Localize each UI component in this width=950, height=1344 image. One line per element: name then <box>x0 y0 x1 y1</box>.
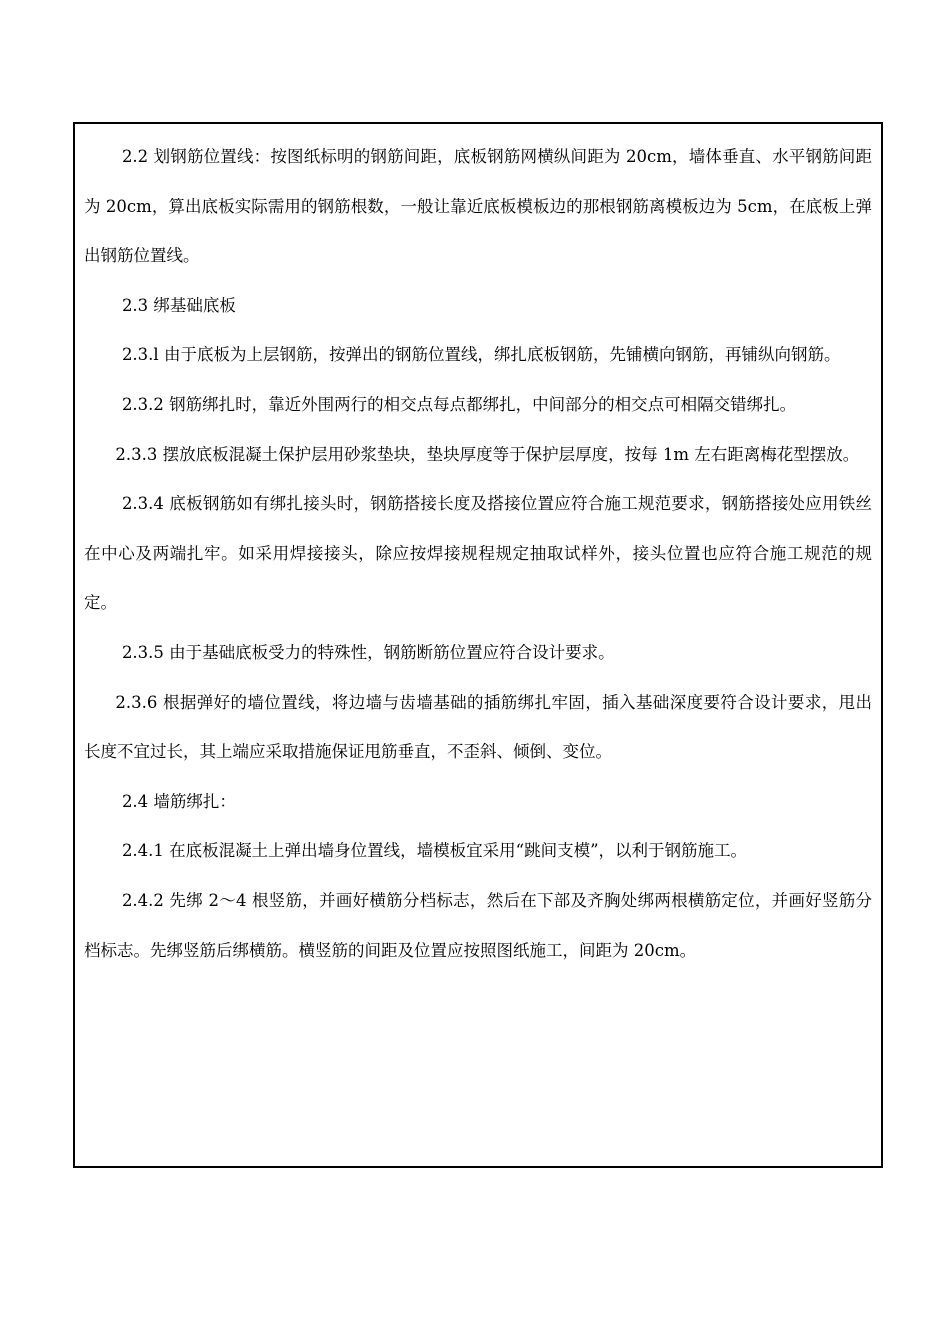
document-body <box>84 132 872 975</box>
paragraph-2-3-1: 2.3.l 由于底板为上层钢筋，按弹出的钢筋位置线，绑扎底板钢筋，先铺横向钢筋，再铺纵向钢筋。 <box>121 345 841 365</box>
document-table-cell <box>73 122 883 1168</box>
paragraph-2-3-3: 2.3.3 摆放底板混凝土保护层用砂浆垫块，垫块厚度等于保护层厚度，按每 1m 左右距离梅花型摆放。 <box>115 444 860 464</box>
paragraph-2-4-2: 2.4.2 先绑 2～4 根竖筋，并画好横筋分档标志，然后在下部及齐胸处绑两根横筋定位，并画好竖筋分档标志。先绑竖筋后绑横筋。横竖筋的间距及位置应按照图纸施工，间距为 20cm。 <box>84 890 872 960</box>
paragraph-2-3-4: 2.3.4 底板钢筋如有绑扎接头时，钢筋搭接长度及搭接位置应符合施工规范要求，钢筋搭接处应用铁丝在中心及两端扎牢。如采用焊接接头，除应按焊接规程规定抽取试样外，接头位置也应符合施工规范的规定。 <box>84 494 872 613</box>
paragraph-2-3-5: 2.3.5 由于基础底板受力的特殊性，钢筋断筋位置应符合设计要求。 <box>121 642 615 662</box>
paragraph-2-3-2: 2.3.2 钢筋绑扎时，靠近外围两行的相交点每点都绑扎，中间部分的相交点可相隔交错绑扎。 <box>121 394 797 414</box>
paragraph-2-3: 2.3 绑基础底板 <box>121 295 236 315</box>
paragraph-2-4-1: 2.4.1 在底板混凝土上弹出墙身位置线，墙模板宜采用“跳间支模”，以利于钢筋施工。 <box>121 841 748 861</box>
paragraph-2-4: 2.4 墙筋绑扎： <box>121 791 236 811</box>
paragraph-2-3-6: 2.3.6 根据弹好的墙位置线，将边墙与齿墙基础的插筋绑扎牢固，插入基础深度要符合设计要求，甩出长度不宜过长，其上端应采取措施保证甩筋垂直，不歪斜、倾倒、变位。 <box>84 692 872 762</box>
paragraph-2-2: 2.2 划钢筋位置线：按图纸标明的钢筋间距，底板钢筋网横纵间距为 20cm，墙体垂直、水平钢筋间距为 20cm，算出底板实际需用的钢筋根数，一般让靠近底板模板边的那根钢筋离模板边为 5cm，在底板上弹出钢筋位置线。 <box>84 147 872 266</box>
